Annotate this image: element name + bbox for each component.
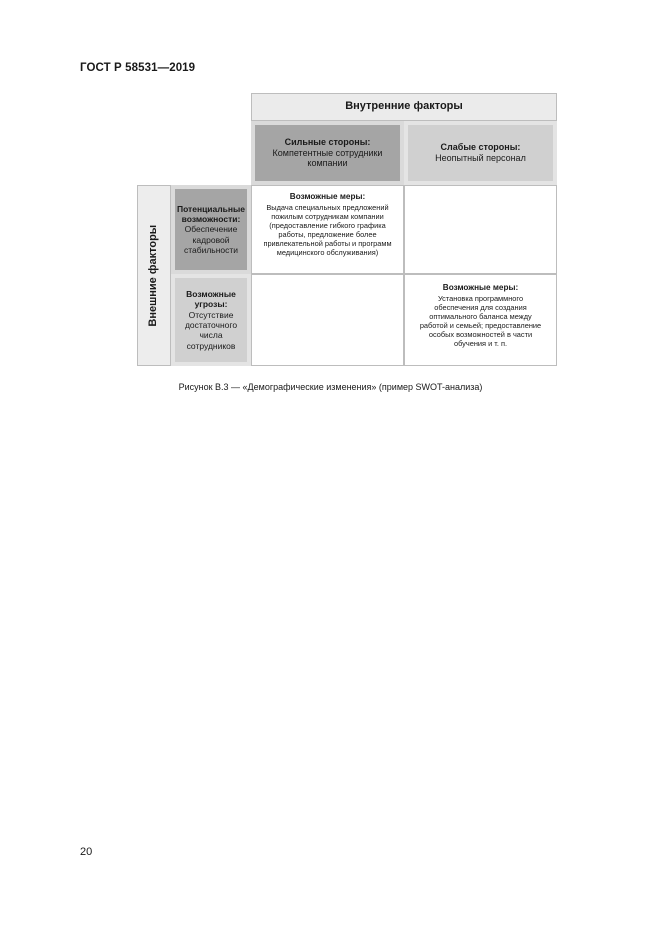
so-measures-line: пожилым сотрудникам компании xyxy=(271,212,384,222)
wt-measures-title: Возможные меры: xyxy=(442,283,519,292)
document-header: ГОСТ Р 58531—2019 xyxy=(80,62,196,74)
so-measures-title: Возможные меры: xyxy=(289,192,366,201)
weaknesses-text: Неопытный персонал xyxy=(435,153,526,163)
threats-text-line: Отсутствие xyxy=(188,309,234,320)
threats-title-line: угрозы: xyxy=(194,299,228,310)
strengths-text-line: компании xyxy=(307,158,348,169)
swot-figure xyxy=(137,93,557,366)
page-number: 20 xyxy=(80,846,93,858)
st-empty-cell xyxy=(251,274,404,366)
wt-measures-line: обеспечения для создания xyxy=(434,303,527,313)
figure-caption: Рисунок В.3 — «Демографические изменения» (пример SWOT-анализа) xyxy=(178,382,483,392)
threats-text-line: достаточного xyxy=(184,320,238,330)
strengths-text-line: Компетентные сотрудники xyxy=(272,147,383,158)
opportunities-title-line: возможности: xyxy=(181,213,241,224)
weaknesses-cell xyxy=(404,121,557,185)
so-measures-cell xyxy=(251,185,404,274)
wt-measures-line: особых возможностей в части xyxy=(428,330,533,340)
so-measures-line: работы, предложение более xyxy=(278,230,377,240)
opportunities-text-line: кадровой xyxy=(192,234,230,245)
wt-measures-line: обучения и т. п. xyxy=(453,339,507,349)
so-measures-line: Выдача специальных предложений xyxy=(266,203,389,212)
opportunities-text-line: Обеспечение xyxy=(184,224,238,235)
threats-text-line: числа xyxy=(199,330,223,341)
wt-measures-line: работой и семьей; предоставление xyxy=(419,321,542,331)
strengths-cell xyxy=(251,121,404,185)
threats-title-line: Возможные xyxy=(186,288,236,299)
wt-measures-line: Установка программного xyxy=(437,294,524,303)
weaknesses-title: Слабые стороны: xyxy=(440,142,521,153)
wo-empty-cell xyxy=(404,185,557,274)
threats-cell xyxy=(171,274,251,366)
wt-measures-line: оптимального баланса между xyxy=(429,312,532,322)
opportunities-title-line: Потенциальные xyxy=(176,203,246,214)
opportunities-cell xyxy=(171,185,251,274)
external-factors-column xyxy=(137,185,171,366)
strengths-title: Сильные стороны: xyxy=(284,136,371,147)
so-measures-line: привлекательной работы и программ xyxy=(263,239,392,249)
internal-factors-header: Внутренние факторы xyxy=(251,93,557,121)
external-factors-label: Внешние факторы xyxy=(147,224,160,327)
wt-measures-cell xyxy=(404,274,557,366)
so-measures-line: медицинского обслуживания) xyxy=(276,248,379,258)
opportunities-text-line: стабильности xyxy=(183,245,239,256)
so-measures-line: (предоставление гибкого графика xyxy=(269,221,386,231)
threats-text-line: сотрудников xyxy=(186,340,236,351)
